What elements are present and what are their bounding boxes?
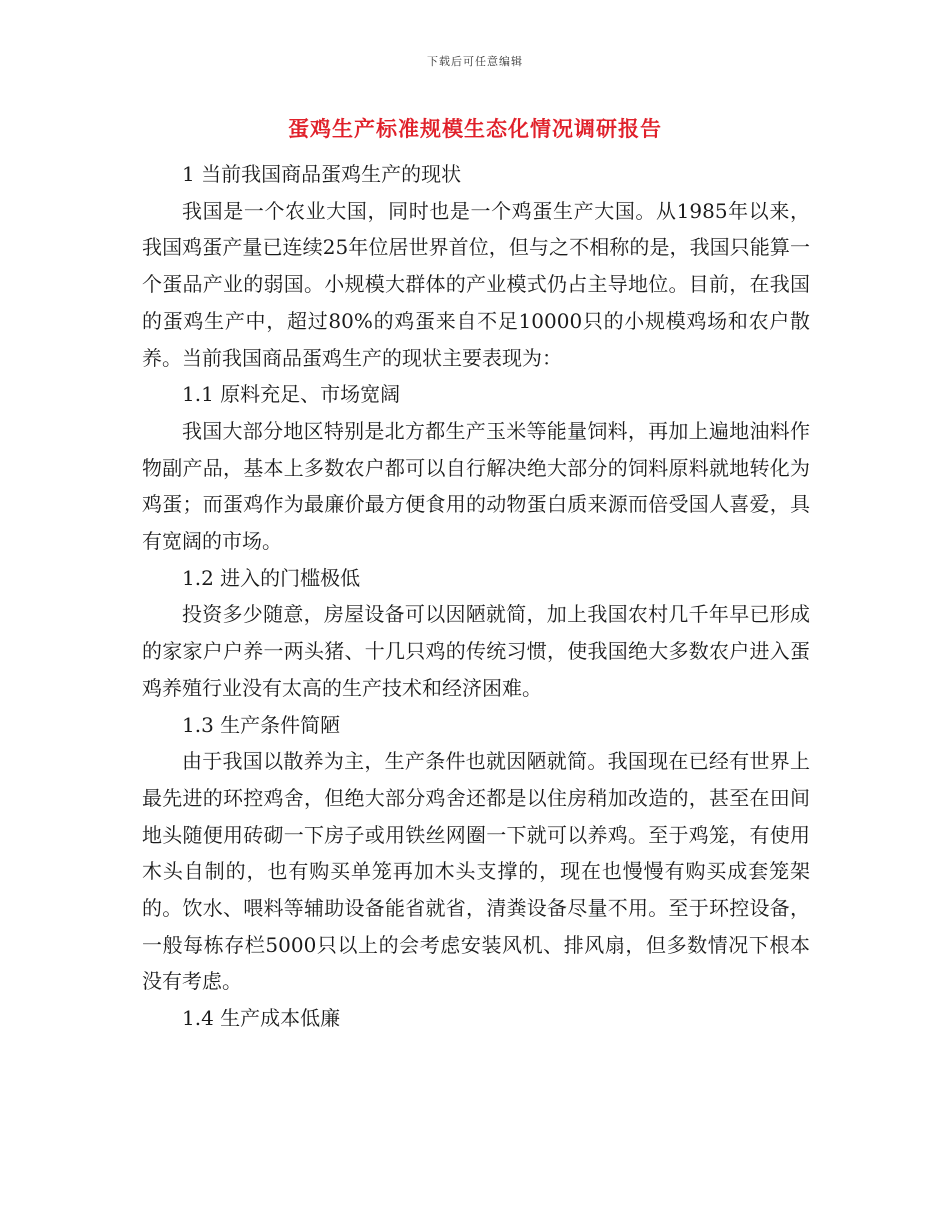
section-heading-1-3: 1.3 生产条件简陋 xyxy=(182,712,341,737)
paragraph-1-2: 投资多少随意，房屋设备可以因陋就简，加上我国农村几千年早已形成的家家户户养一两头猪、十几只鸡的传统习惯，使我国绝大多数农户进入蛋鸡养殖行业没有太高的生产技术和经济困难。 xyxy=(142,602,810,700)
document-body xyxy=(142,156,810,1037)
section-heading-1-1: 1.1 原料充足、市场宽阔 xyxy=(182,382,401,407)
header-note: 下载后可任意编辑 xyxy=(427,55,523,68)
paragraph-1-3: 由于我国以散养为主，生产条件也就因陋就简。我国现在已经有世界上最先进的环控鸡舍，但绝大部分鸡舍还都是以住房稍加改造的，甚至在田间地头随便用砖砌一下房子或用铁丝网圈一下就可以养鸡。至于鸡笼，有使用木头自制的，也有购买单笼再加木头支撑的，现在也慢慢有购买成套笼架的。饮水、喂料等辅助设备能省就省，清粪设备尽量不用。至于环控设备，一般每栋存栏5000只以上的会考虑安装风机、排风扇，但多数情况下根本没有考虑。 xyxy=(142,749,810,994)
section-heading-1-4: 1.4 生产成本低廉 xyxy=(182,1006,341,1031)
document-title: 蛋鸡生产标准规模生态化情况调研报告 xyxy=(288,116,662,141)
paragraph-1: 我国是一个农业大国，同时也是一个鸡蛋生产大国。从1985年以来，我国鸡蛋产量已连续25年位居世界首位，但与之不相称的是，我国只能算一个蛋品产业的弱国。小规模大群体的产业模式仍占主导地位。目前，在我国的蛋鸡生产中，超过80%的鸡蛋来自不足10000只的小规模鸡场和农户散养。当前我国商品蛋鸡生产的现状主要表现为： xyxy=(142,198,810,370)
paragraph-1-1: 我国大部分地区特别是北方都生产玉米等能量饲料，再加上遍地油料作物副产品，基本上多数农户都可以自行解决绝大部分的饲料原料就地转化为鸡蛋；而蛋鸡作为最廉价最方便食用的动物蛋白质来源而倍受国人喜爱，具有宽阔的市场。 xyxy=(142,418,810,554)
section-heading-1: 1 当前我国商品蛋鸡生产的现状 xyxy=(182,162,462,186)
section-heading-1-2: 1.2 进入的门槛极低 xyxy=(182,565,361,590)
